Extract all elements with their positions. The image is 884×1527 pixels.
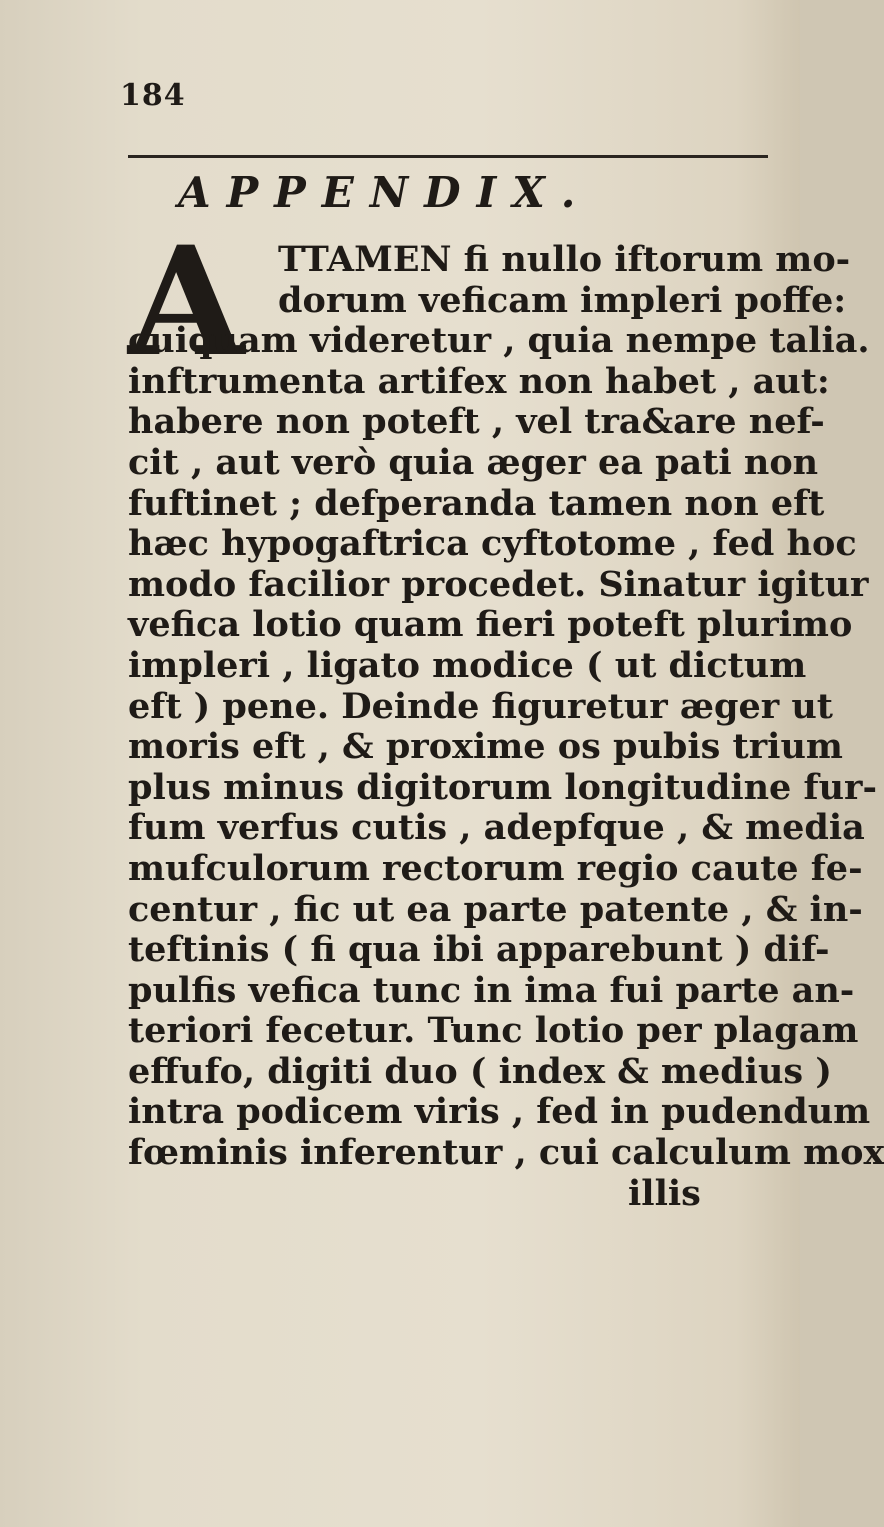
text-line: vefica lotio quam fieri poteft plurimo xyxy=(128,604,853,646)
text-line: centur , fic ut ea parte patente , & in- xyxy=(128,888,863,930)
running-head: APPENDIX. xyxy=(178,168,592,217)
text-line: habere non poteft , vel tra&are nef- xyxy=(128,401,825,443)
text-line: plus minus digitorum longitudine fur- xyxy=(128,766,877,808)
text-line: teriori fecetur. Tunc lotio per plagam xyxy=(128,1010,859,1052)
text-line: teftinis ( fi qua ibi apparebunt ) dif- xyxy=(128,929,830,971)
text-line: intra podicem viris , fed in pudendum xyxy=(128,1091,871,1133)
text-line: modo facilior procedet. Sinatur igitur xyxy=(128,563,869,605)
page-number: 184 xyxy=(120,78,186,113)
text-line: moris eft , & proxime os pubis trium xyxy=(128,726,843,768)
text-line: impleri , ligato modice ( ut dictum xyxy=(128,644,807,686)
body-text xyxy=(128,239,884,1214)
text-line: TTAMEN fi nullo iftorum mo- xyxy=(278,239,851,280)
text-line: illis xyxy=(628,1172,701,1214)
text-line: fum verfus cutis , adepfque , & media xyxy=(128,807,865,849)
text-line: inftrumenta artifex non habet , aut: xyxy=(128,360,830,402)
drop-cap: A xyxy=(128,214,245,390)
text-line: mufculorum rectorum regio caute fe- xyxy=(128,847,863,889)
text-line: fuftinet ; defperanda tamen non eft xyxy=(128,482,825,524)
text-line: fœminis inferentur , cui calculum mox xyxy=(128,1132,884,1174)
text-line: cuiquam videretur , quia nempe talia. xyxy=(128,320,870,362)
text-line: pulfis vefica tunc in ima fui parte an- xyxy=(128,969,855,1011)
text-line: dorum veficam impleri poffe: xyxy=(278,279,847,321)
header-rule xyxy=(128,155,768,158)
text-line: hæc hypogaftrica cyftotome , fed hoc xyxy=(128,523,857,565)
text-line: cit , aut verò quia æger ea pati non xyxy=(128,441,819,483)
text-line: eft ) pene. Deinde figuretur æger ut xyxy=(128,685,833,727)
text-line: effufo, digiti duo ( index & medius ) xyxy=(128,1050,832,1092)
